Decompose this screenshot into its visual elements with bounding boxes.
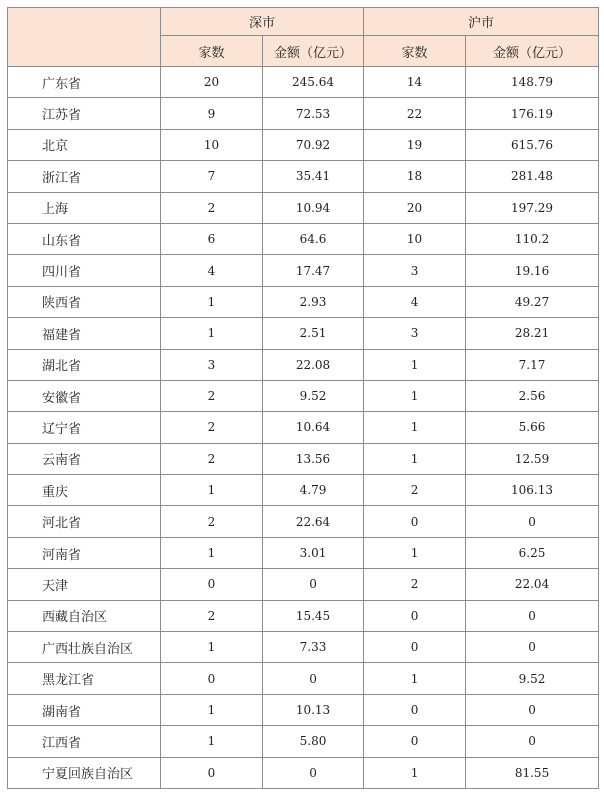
sz-amount-cell: 245.64 bbox=[263, 67, 364, 98]
sh-amount-cell: 81.55 bbox=[466, 757, 599, 788]
table-row bbox=[8, 255, 599, 286]
sz-amount-cell: 5.80 bbox=[263, 726, 364, 757]
province-cell: 广西壮族自治区 bbox=[8, 632, 161, 663]
sz-amount-cell: 72.53 bbox=[263, 98, 364, 129]
province-cell: 福建省 bbox=[8, 318, 161, 349]
table-row bbox=[8, 349, 599, 380]
sh-amount-cell: 7.17 bbox=[466, 349, 599, 380]
province-cell: 西藏自治区 bbox=[8, 600, 161, 631]
sh-count-cell: 1 bbox=[364, 663, 466, 694]
sh-amount-cell: 28.21 bbox=[466, 318, 599, 349]
sh-count-cell: 3 bbox=[364, 255, 466, 286]
sh-amount-cell: 6.25 bbox=[466, 537, 599, 568]
sz-amount-cell: 7.33 bbox=[263, 632, 364, 663]
table-row bbox=[8, 161, 599, 192]
table-row bbox=[8, 192, 599, 223]
sh-count-cell: 0 bbox=[364, 506, 466, 537]
sh-count-cell: 1 bbox=[364, 443, 466, 474]
table-row bbox=[8, 318, 599, 349]
sz-amount-cell: 10.94 bbox=[263, 192, 364, 223]
sz-amount-cell: 9.52 bbox=[263, 380, 364, 411]
sz-count-cell: 1 bbox=[161, 475, 263, 506]
sh-count-cell: 10 bbox=[364, 223, 466, 254]
sz-count-cell: 6 bbox=[161, 223, 263, 254]
sz-amount-cell: 0 bbox=[263, 663, 364, 694]
sz-amount-cell: 10.13 bbox=[263, 694, 364, 725]
sh-amount-cell: 9.52 bbox=[466, 663, 599, 694]
sh-amount-cell: 0 bbox=[466, 600, 599, 631]
sh-count-cell: 18 bbox=[364, 161, 466, 192]
sh-count-cell: 0 bbox=[364, 694, 466, 725]
sz-count-cell: 1 bbox=[161, 318, 263, 349]
sh-count-cell: 0 bbox=[364, 600, 466, 631]
sh-count-cell: 20 bbox=[364, 192, 466, 223]
province-cell: 湖南省 bbox=[8, 694, 161, 725]
sz-amount-cell: 2.93 bbox=[263, 286, 364, 317]
sz-count-cell: 20 bbox=[161, 67, 263, 98]
sh-amount-cell: 0 bbox=[466, 506, 599, 537]
sh-count-cell: 2 bbox=[364, 475, 466, 506]
province-cell: 云南省 bbox=[8, 443, 161, 474]
sh-amount-cell: 615.76 bbox=[466, 129, 599, 160]
table-header bbox=[8, 8, 599, 67]
sz-amount-cell: 22.64 bbox=[263, 506, 364, 537]
sz-count-cell: 4 bbox=[161, 255, 263, 286]
sz-amount-cell: 4.79 bbox=[263, 475, 364, 506]
table-row bbox=[8, 380, 599, 411]
province-cell: 上海 bbox=[8, 192, 161, 223]
sz-amount-cell: 0 bbox=[263, 569, 364, 600]
province-cell: 江西省 bbox=[8, 726, 161, 757]
col-header-sh-amount: 金额（亿元） bbox=[466, 36, 599, 67]
table-row bbox=[8, 443, 599, 474]
sh-amount-cell: 5.66 bbox=[466, 412, 599, 443]
sh-count-cell: 0 bbox=[364, 632, 466, 663]
sz-amount-cell: 22.08 bbox=[263, 349, 364, 380]
province-cell: 湖北省 bbox=[8, 349, 161, 380]
province-cell: 重庆 bbox=[8, 475, 161, 506]
sz-count-cell: 9 bbox=[161, 98, 263, 129]
province-cell: 山东省 bbox=[8, 223, 161, 254]
sz-count-cell: 2 bbox=[161, 412, 263, 443]
table-row bbox=[8, 537, 599, 568]
sz-amount-cell: 15.45 bbox=[263, 600, 364, 631]
province-stats-table bbox=[7, 7, 599, 789]
table-row bbox=[8, 223, 599, 254]
sh-count-cell: 4 bbox=[364, 286, 466, 317]
table-row bbox=[8, 726, 599, 757]
table-row bbox=[8, 475, 599, 506]
sh-amount-cell: 110.2 bbox=[466, 223, 599, 254]
sh-amount-cell: 2.56 bbox=[466, 380, 599, 411]
sz-count-cell: 1 bbox=[161, 694, 263, 725]
sh-count-cell: 1 bbox=[364, 412, 466, 443]
sz-count-cell: 2 bbox=[161, 506, 263, 537]
sz-count-cell: 1 bbox=[161, 632, 263, 663]
sz-amount-cell: 10.64 bbox=[263, 412, 364, 443]
sh-count-cell: 22 bbox=[364, 98, 466, 129]
province-cell: 陕西省 bbox=[8, 286, 161, 317]
sz-amount-cell: 35.41 bbox=[263, 161, 364, 192]
sh-amount-cell: 12.59 bbox=[466, 443, 599, 474]
sh-count-cell: 1 bbox=[364, 757, 466, 788]
table-row bbox=[8, 632, 599, 663]
province-cell: 四川省 bbox=[8, 255, 161, 286]
sh-amount-cell: 0 bbox=[466, 632, 599, 663]
sh-count-cell: 1 bbox=[364, 349, 466, 380]
table-row bbox=[8, 663, 599, 694]
sz-count-cell: 1 bbox=[161, 286, 263, 317]
sz-amount-cell: 0 bbox=[263, 757, 364, 788]
sz-count-cell: 2 bbox=[161, 192, 263, 223]
sh-amount-cell: 176.19 bbox=[466, 98, 599, 129]
group-header-shenzhen: 深市 bbox=[161, 8, 364, 36]
sz-amount-cell: 70.92 bbox=[263, 129, 364, 160]
sz-amount-cell: 64.6 bbox=[263, 223, 364, 254]
sz-count-cell: 1 bbox=[161, 726, 263, 757]
table-row bbox=[8, 757, 599, 788]
province-cell: 黑龙江省 bbox=[8, 663, 161, 694]
sh-count-cell: 1 bbox=[364, 537, 466, 568]
sz-count-cell: 2 bbox=[161, 443, 263, 474]
table-row bbox=[8, 286, 599, 317]
table-row bbox=[8, 67, 599, 98]
province-cell: 河北省 bbox=[8, 506, 161, 537]
sz-amount-cell: 2.51 bbox=[263, 318, 364, 349]
sh-count-cell: 0 bbox=[364, 726, 466, 757]
sh-amount-cell: 49.27 bbox=[466, 286, 599, 317]
col-header-sh-count: 家数 bbox=[364, 36, 466, 67]
table-row bbox=[8, 129, 599, 160]
sz-amount-cell: 17.47 bbox=[263, 255, 364, 286]
province-cell: 安徽省 bbox=[8, 380, 161, 411]
sz-count-cell: 0 bbox=[161, 757, 263, 788]
table-row bbox=[8, 694, 599, 725]
sh-count-cell: 3 bbox=[364, 318, 466, 349]
sz-count-cell: 3 bbox=[161, 349, 263, 380]
table-row bbox=[8, 412, 599, 443]
table-row bbox=[8, 569, 599, 600]
sz-count-cell: 7 bbox=[161, 161, 263, 192]
sh-amount-cell: 19.16 bbox=[466, 255, 599, 286]
col-header-sz-amount: 金额（亿元） bbox=[263, 36, 364, 67]
sh-amount-cell: 106.13 bbox=[466, 475, 599, 506]
sz-count-cell: 0 bbox=[161, 663, 263, 694]
table-row bbox=[8, 600, 599, 631]
province-cell: 广东省 bbox=[8, 67, 161, 98]
sh-count-cell: 2 bbox=[364, 569, 466, 600]
province-cell: 河南省 bbox=[8, 537, 161, 568]
sz-amount-cell: 13.56 bbox=[263, 443, 364, 474]
sh-amount-cell: 0 bbox=[466, 694, 599, 725]
sz-count-cell: 1 bbox=[161, 537, 263, 568]
sz-count-cell: 2 bbox=[161, 600, 263, 631]
sz-count-cell: 0 bbox=[161, 569, 263, 600]
province-cell: 天津 bbox=[8, 569, 161, 600]
group-header-shanghai: 沪市 bbox=[364, 8, 599, 36]
sh-amount-cell: 281.48 bbox=[466, 161, 599, 192]
province-cell: 北京 bbox=[8, 129, 161, 160]
sh-count-cell: 19 bbox=[364, 129, 466, 160]
table-row bbox=[8, 506, 599, 537]
sz-count-cell: 2 bbox=[161, 380, 263, 411]
sh-amount-cell: 148.79 bbox=[466, 67, 599, 98]
sh-count-cell: 1 bbox=[364, 380, 466, 411]
province-cell: 浙江省 bbox=[8, 161, 161, 192]
sh-count-cell: 14 bbox=[364, 67, 466, 98]
province-cell: 江苏省 bbox=[8, 98, 161, 129]
province-cell: 宁夏回族自治区 bbox=[8, 757, 161, 788]
sh-amount-cell: 197.29 bbox=[466, 192, 599, 223]
corner-cell bbox=[8, 8, 161, 67]
sz-amount-cell: 3.01 bbox=[263, 537, 364, 568]
sz-count-cell: 10 bbox=[161, 129, 263, 160]
table-row bbox=[8, 98, 599, 129]
sh-amount-cell: 0 bbox=[466, 726, 599, 757]
col-header-sz-count: 家数 bbox=[161, 36, 263, 67]
sh-amount-cell: 22.04 bbox=[466, 569, 599, 600]
province-cell: 辽宁省 bbox=[8, 412, 161, 443]
table-body bbox=[8, 67, 599, 789]
